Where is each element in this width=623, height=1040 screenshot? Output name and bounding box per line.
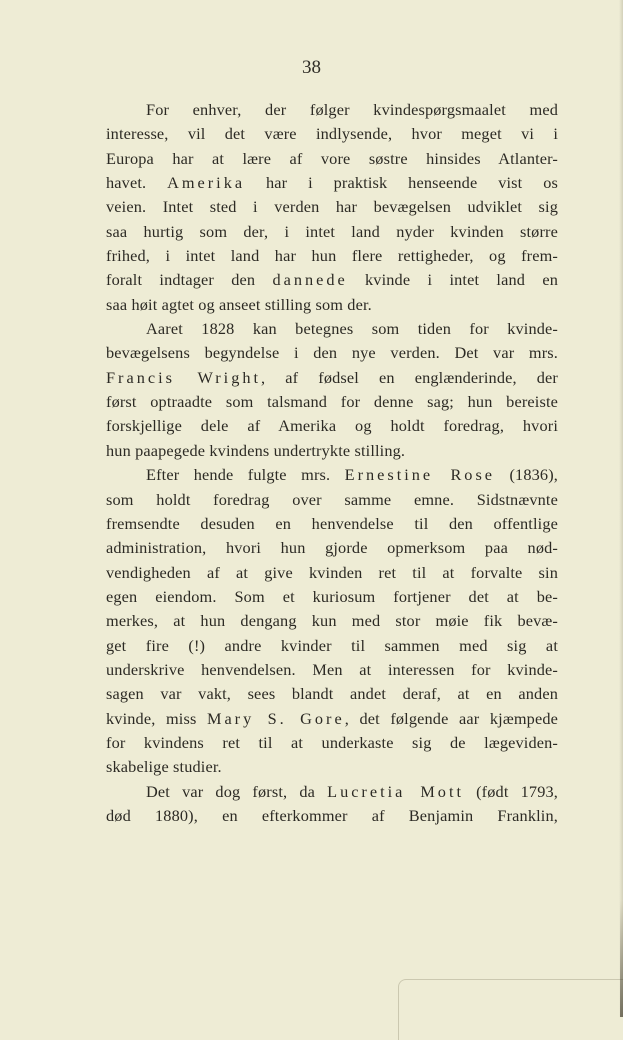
text-line <box>106 463 558 487</box>
text-line: veien. Intet sted i verden har bevægelsen udviklet sig <box>106 197 558 217</box>
spaced-name: Francis Wright <box>106 367 261 387</box>
spaced-name: dannede <box>272 270 348 290</box>
text-line <box>106 707 558 731</box>
text-line: først optraadte som talsmand for denne sag; hun bereiste <box>106 392 558 412</box>
text-line: hun paapegede kvindens undertrykte stilling. <box>106 440 406 460</box>
text-line: bevægelsens begyndelse i den nye verden. Det var mrs. <box>106 343 558 363</box>
text-segment: havet. <box>106 173 168 193</box>
text-segment: , af fødsel en englænderinde, der <box>261 367 559 387</box>
text-line: interesse, vil det være indlysende, hvor meget vi i <box>106 124 558 144</box>
text-line: get fire (!) andre kvinder til sammen med sig at <box>106 635 558 655</box>
text-line <box>106 780 558 804</box>
text-line: fremsendte desuden en henvendelse til den offentlige <box>106 513 558 533</box>
text-line: saa hurtig som der, i intet land nyder kvinden større <box>106 221 558 241</box>
text-segment: (født 1793, <box>464 781 559 801</box>
underlying-page-edge <box>398 979 623 1040</box>
text-line: vendigheden af at give kvinden ret til at forvalte sin <box>106 562 558 582</box>
text-line: forskjellige dele af Amerika og holdt foredrag, hvori <box>106 416 558 436</box>
text-line <box>106 268 558 292</box>
text-line: skabelige studier. <box>106 757 222 777</box>
text-line: frihed, i intet land har hun flere rettigheder, og frem- <box>106 246 558 266</box>
spaced-name: Mary S. Gore <box>206 708 345 728</box>
text-line: For enhver, der følger kvindespørgsmaalet med <box>146 100 558 119</box>
text-line <box>106 366 558 390</box>
text-line: merkes, at hun dengang kun med stor møie fik bevæ- <box>106 611 558 631</box>
text-line <box>106 171 558 195</box>
text-line: Aaret 1828 kan betegnes som tiden for kvinde- <box>146 319 558 339</box>
spaced-name: Amerika <box>167 173 246 193</box>
text-segment: har i praktisk henseende vist os <box>245 173 558 193</box>
text-line: underskrive henvendelsen. Men at interessen for kvinde- <box>106 659 558 679</box>
spaced-name: Ernestine Rose <box>344 465 496 485</box>
text-segment: kvinde, miss <box>106 708 207 728</box>
text-segment: Efter hende fulgte mrs. <box>146 465 345 485</box>
text-line: saa høit agtet og anseet stilling som der. <box>106 294 372 314</box>
body-text <box>106 98 558 828</box>
text-line: som holdt foredrag over samme emne. Sidstnævnte <box>106 489 558 509</box>
text-segment: Det var dog først, da <box>146 781 328 801</box>
text-segment: kvinde i intet land en <box>347 270 558 290</box>
text-segment: , det følgende aar kjæmpede <box>344 708 558 728</box>
text-line: egen eiendom. Som et kuriosum fortjener det at be- <box>106 586 558 606</box>
text-line: administration, hvori hun gjorde opmerksom paa nød- <box>106 538 558 558</box>
text-segment: foralt indtager den <box>106 270 273 290</box>
text-line: Europa har at lære af vore søstre hinsides Atlanter- <box>106 148 558 168</box>
text-segment: (1836), <box>495 465 558 485</box>
text-line: for kvindens ret til at underkaste sig de lægeviden- <box>106 732 558 752</box>
text-line: død 1880), en efterkommer af Benjamin Franklin, <box>106 805 558 825</box>
page-number: 38 <box>302 57 321 78</box>
text-line: sagen var vakt, sees blandt andet deraf, at en anden <box>106 684 558 704</box>
spaced-name: Lucretia Mott <box>327 781 464 801</box>
page-edge-shadow <box>619 0 623 1017</box>
